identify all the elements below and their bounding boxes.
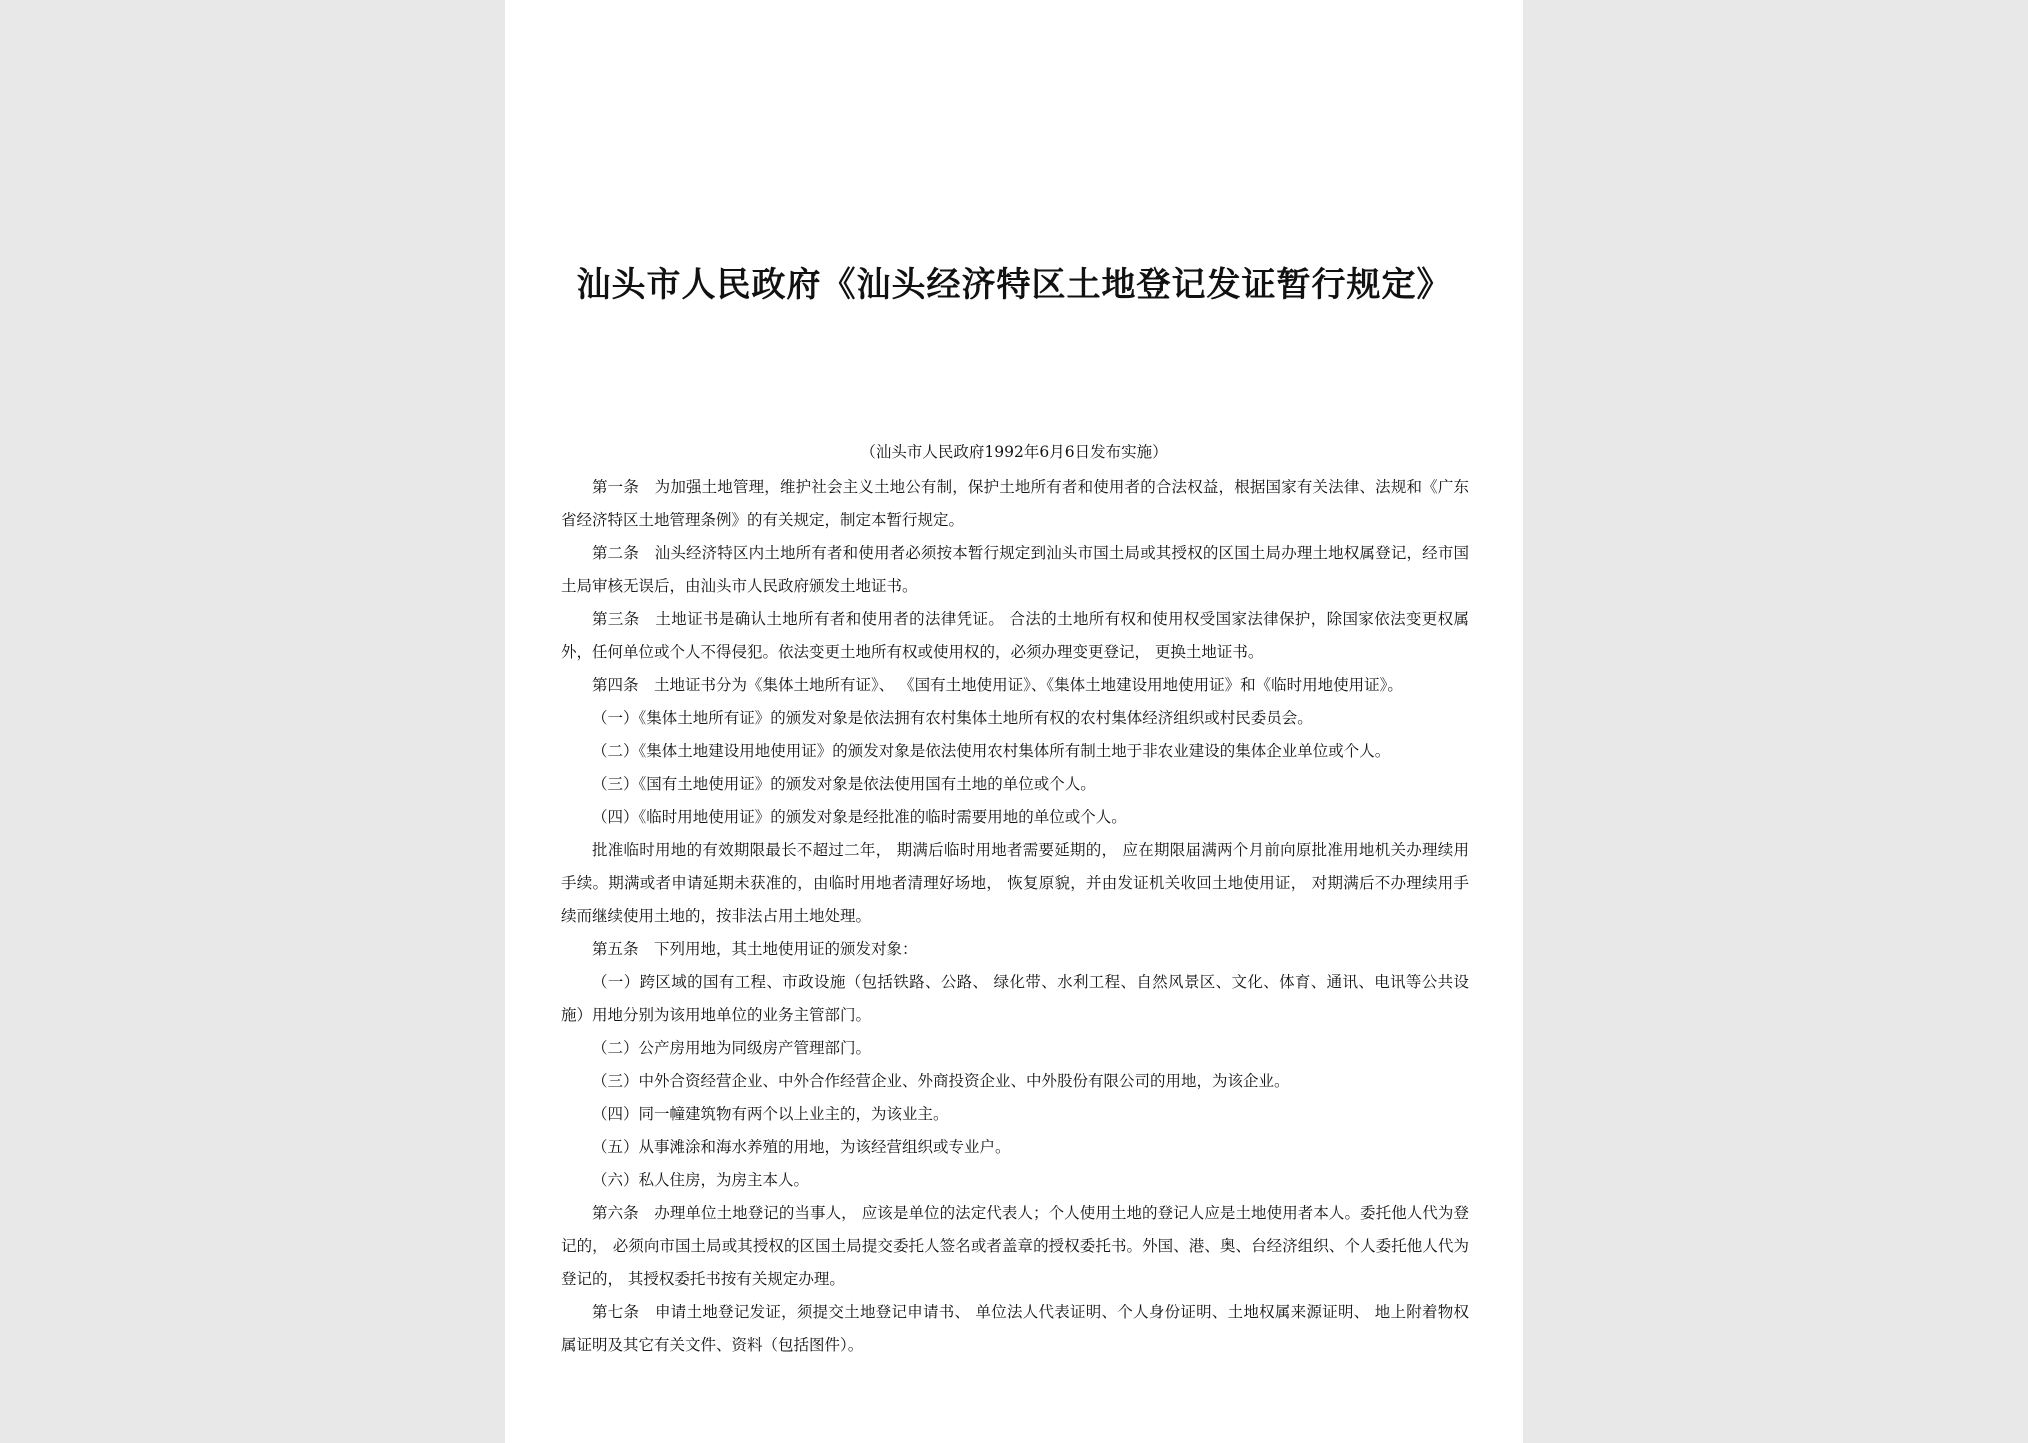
paragraph: （二）公产房用地为同级房产管理部门。 — [592, 1039, 872, 1057]
document-body — [561, 471, 1469, 1362]
paragraph: 第三条 土地证书是确认土地所有者和使用者的法律凭证。 合法的土地所有权和使用权受国家法律保护，除国家依法变更权属外，任何单位或个人不得侵犯。依法变更土地所有权或使用权的，必须办理变更登记， 更换土地证书。 — [561, 610, 1469, 661]
paragraph: 第七条 申请土地登记发证，须提交土地登记申请书、 单位法人代表证明、个人身份证明、土地权属来源证明、 地上附着物权属证明及其它有关文件、资料（包括图件）。 — [561, 1303, 1469, 1354]
paragraph: （一）《集体土地所有证》的颁发对象是依法拥有农村集体土地所有权的农村集体经济组织或村民委员会。 — [592, 709, 1313, 727]
paragraph: 第四条 土地证书分为《集体土地所有证》、 《国有土地使用证》、《集体土地建设用地使用证》和《临时用地使用证》。 — [592, 676, 1403, 694]
paragraph: （一）跨区域的国有工程、市政设施（包括铁路、公路、 绿化带、水利工程、自然风景区、文化、体育、通讯、电讯等公共设施）用地分别为该用地单位的业务主管部门。 — [561, 973, 1469, 1024]
document-page — [505, 0, 1523, 1443]
paragraph: （三）中外合资经营企业、中外合作经营企业、外商投资企业、中外股份有限公司的用地，为该企业。 — [592, 1072, 1290, 1090]
paragraph: 第六条 办理单位土地登记的当事人， 应该是单位的法定代表人；个人使用土地的登记人应是土地使用者本人。委托他人代为登记的， 必须向市国土局或其授权的区国土局提交委托人签名或者盖章的授权委托书。外国、港、奥、台经济组织、个人委托他人代为登记的， 其授权委托书按有关规定办理。 — [561, 1204, 1469, 1288]
paragraph: 批准临时用地的有效期限最长不超过二年， 期满后临时用地者需要延期的， 应在期限届满两个月前向原批准用地机关办理续用手续。期满或者申请延期未获准的，由临时用地者清理好场地， 恢复原貌，并由发证机关收回土地使用证， 对期满后不办理续用手续而继续使用土地的，按非法占用土地处理。 — [561, 841, 1469, 925]
document-title: 汕头市人民政府《汕头经济特区土地登记发证暂行规定》 — [576, 265, 1452, 305]
paragraph: （五）从事滩涂和海水养殖的用地，为该经营组织或专业户。 — [592, 1138, 1011, 1156]
paragraph: （四）《临时用地使用证》的颁发对象是经批准的临时需要用地的单位或个人。 — [592, 808, 1127, 826]
paragraph: （二）《集体土地建设用地使用证》的颁发对象是依法使用农村集体所有制土地于非农业建设的集体企业单位或个人。 — [592, 742, 1391, 760]
paragraph: 第一条 为加强土地管理，维护社会主义土地公有制，保护土地所有者和使用者的合法权益，根据国家有关法律、法规和《广东省经济特区土地管理条例》的有关规定，制定本暂行规定。 — [561, 478, 1469, 529]
paragraph: （六）私人住房，为房主本人。 — [592, 1171, 810, 1189]
paragraph: （四）同一幢建筑物有两个以上业主的，为该业主。 — [592, 1105, 949, 1123]
document-subtitle: （汕头市人民政府1992年6月6日发布实施） — [860, 443, 1168, 461]
paragraph: 第二条 汕头经济特区内土地所有者和使用者必须按本暂行规定到汕头市国土局或其授权的区国土局办理土地权属登记，经市国土局审核无误后，由汕头市人民政府颁发土地证书。 — [561, 544, 1469, 595]
paragraph: （三）《国有土地使用证》的颁发对象是依法使用国有土地的单位或个人。 — [592, 775, 1096, 793]
paragraph: 第五条 下列用地，其土地使用证的颁发对象： — [592, 940, 918, 958]
